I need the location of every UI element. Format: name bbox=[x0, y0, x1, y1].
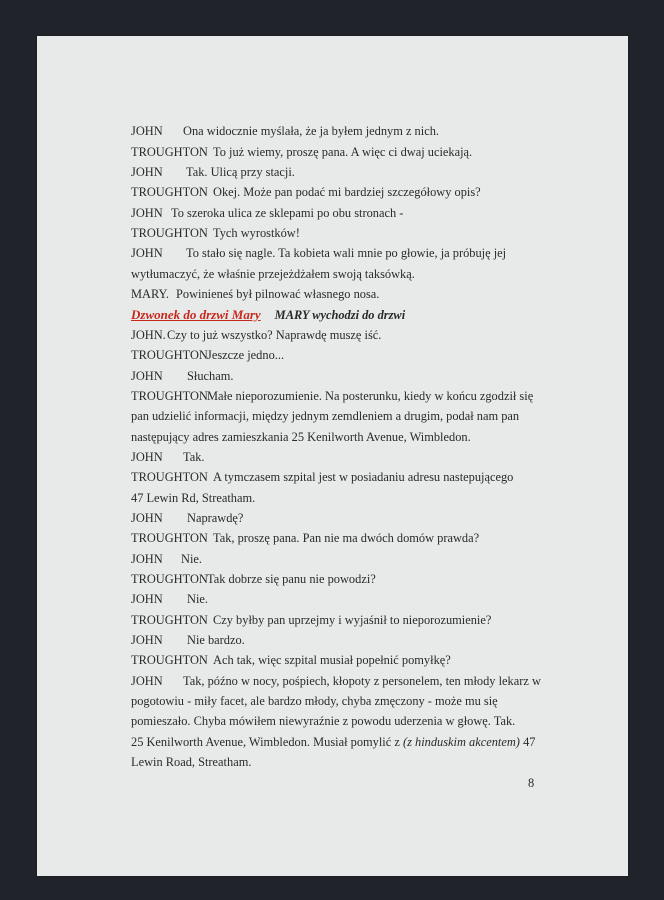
dialogue-line bbox=[131, 431, 471, 443]
italic-stage-note: (z hinduskim akcentem) bbox=[402, 735, 520, 749]
dialogue-text: Lewin Road, Streatham. bbox=[131, 755, 252, 769]
script-page bbox=[37, 36, 628, 876]
dialogue-line bbox=[131, 451, 205, 463]
speaker-name: JOHN bbox=[131, 450, 163, 464]
dialogue-text: Tak, proszę pana. Pan nie ma dwóch domów prawda? bbox=[213, 531, 480, 545]
dialogue-line bbox=[131, 573, 376, 585]
dialogue-text: Nie. bbox=[181, 552, 202, 566]
dialogue-line bbox=[131, 390, 533, 402]
dialogue-text: 47 Lewin Rd, Streatham. bbox=[131, 491, 256, 505]
speaker-name: JOHN bbox=[131, 511, 163, 525]
speaker-name: TROUGHTON bbox=[131, 185, 208, 199]
dialogue-text: Nie bardzo. bbox=[187, 633, 245, 647]
speaker-name: MARY. bbox=[131, 287, 169, 301]
dialogue-text: Tak. Ulicą przy stacji. bbox=[186, 165, 295, 179]
dialogue-text: pan udzielić informacji, między jednym zemdleniem a drugim, podał nam pan bbox=[131, 409, 520, 423]
dialogue-text: następujący adres zamieszkania 25 Kenilworth Avenue, Wimbledon. bbox=[131, 430, 471, 444]
dialogue-line bbox=[131, 512, 243, 524]
dialogue-line bbox=[131, 532, 479, 544]
dialogue-line bbox=[131, 614, 491, 626]
dialogue-text: Czy byłby pan uprzejmy i wyjaśnił to nieporozumienie? bbox=[213, 613, 492, 627]
dialogue-line bbox=[131, 146, 472, 158]
speaker-name: TROUGHTON bbox=[131, 572, 208, 586]
dialogue-text: Tych wyrostków! bbox=[213, 226, 300, 240]
speaker-name: TROUGHTON bbox=[131, 653, 208, 667]
dialogue-text: Słucham. bbox=[187, 369, 234, 383]
dialogue-text-continued: 47 bbox=[523, 735, 536, 749]
speaker-name: JOHN bbox=[131, 124, 163, 138]
dialogue-line bbox=[131, 634, 245, 646]
speaker-name: TROUGHTON bbox=[131, 613, 208, 627]
dialogue-line bbox=[131, 675, 541, 687]
dialogue-line bbox=[131, 288, 379, 300]
speaker-name: JOHN. bbox=[131, 328, 166, 342]
dialogue-line bbox=[131, 186, 481, 198]
dialogue-text: To szeroka ulica ze sklepami po obu stronach - bbox=[171, 206, 404, 220]
dialogue-line bbox=[131, 756, 251, 768]
dialogue-text: Ona widocznie myślała, że ja byłem jednym z nich. bbox=[183, 124, 439, 138]
dialogue-line bbox=[131, 593, 208, 605]
dialogue-text: wytłumaczyć, że właśnie przejeżdżałem swoją taksówką. bbox=[131, 267, 415, 281]
speaker-name: TROUGHTON bbox=[131, 348, 208, 362]
speaker-name: JOHN bbox=[131, 674, 163, 688]
dialogue-text: Ach tak, więc szpital musiał popełnić pomyłkę? bbox=[213, 653, 451, 667]
speaker-name: TROUGHTON bbox=[131, 470, 208, 484]
dialogue-text: A tymczasem szpital jest w posiadaniu adresu nastepującego bbox=[213, 470, 514, 484]
speaker-name: JOHN bbox=[131, 246, 163, 260]
dialogue-text: Okej. Może pan podać mi bardziej szczegółowy opis? bbox=[213, 185, 481, 199]
speaker-name: JOHN bbox=[131, 633, 163, 647]
dialogue-text: Czy to już wszystko? Naprawdę muszę iść. bbox=[167, 328, 382, 342]
stage-direction-doorbell: Dzwonek do drzwi Mary bbox=[131, 307, 261, 322]
dialogue-line bbox=[131, 329, 381, 341]
dialogue-line bbox=[131, 736, 535, 748]
dialogue-text: pomieszało. Chyba mówiłem niewyraźnie z powodu uderzenia w głowę. Tak. bbox=[131, 714, 516, 728]
speaker-name: JOHN bbox=[131, 165, 163, 179]
speaker-name: TROUGHTON bbox=[131, 389, 208, 403]
speaker-name: JOHN bbox=[131, 206, 163, 220]
dialogue-line bbox=[131, 492, 255, 504]
dialogue-line bbox=[131, 125, 439, 137]
dialogue-text: pogotowiu - miły facet, ale bardzo młody, chyba zmęczony - może mu się bbox=[131, 694, 498, 708]
dialogue-line bbox=[131, 654, 451, 666]
dialogue-line bbox=[131, 349, 284, 361]
dialogue-line bbox=[131, 471, 513, 483]
stage-direction-line bbox=[131, 308, 405, 321]
dialogue-line bbox=[131, 553, 202, 565]
dialogue-text: Nie. bbox=[187, 592, 208, 606]
stage-direction: MARY wychodzi do drzwi bbox=[274, 308, 406, 322]
dialogue-text: Małe nieporozumienie. Na posterunku, kiedy w końcu zgodził się bbox=[207, 389, 534, 403]
dialogue-text: 25 Kenilworth Avenue, Wimbledon. Musiał pomylić z bbox=[131, 735, 400, 749]
dialogue-line bbox=[131, 370, 233, 382]
speaker-name: JOHN bbox=[131, 552, 163, 566]
speaker-name: TROUGHTON bbox=[131, 145, 208, 159]
dialogue-text: Tak, późno w nocy, pośpiech, kłopoty z personelem, ten młody lekarz w bbox=[183, 674, 541, 688]
dialogue-text: To już wiemy, proszę pana. A więc ci dwaj uciekają. bbox=[213, 145, 473, 159]
speaker-name: JOHN bbox=[131, 369, 163, 383]
dialogue-text: To stało się nagle. Ta kobieta wali mnie po głowie, ja próbuję jej bbox=[186, 246, 507, 260]
dialogue-line bbox=[131, 695, 498, 707]
dialogue-line bbox=[131, 207, 403, 219]
dialogue-text: Naprawdę? bbox=[187, 511, 244, 525]
speaker-name: TROUGHTON bbox=[131, 226, 208, 240]
dialogue-line bbox=[131, 166, 295, 178]
page-number: 8 bbox=[528, 776, 535, 790]
dialogue-line bbox=[131, 268, 415, 280]
speaker-name: TROUGHTON bbox=[131, 531, 208, 545]
dialogue-text: Tak dobrze się panu nie powodzi? bbox=[207, 572, 376, 586]
speaker-name: JOHN bbox=[131, 592, 163, 606]
dialogue-line bbox=[131, 410, 519, 422]
dialogue-line bbox=[131, 227, 300, 239]
dialogue-line bbox=[131, 247, 506, 259]
dialogue-text: Powinieneś był pilnować własnego nosa. bbox=[176, 287, 380, 301]
dialogue-text: Jeszcze jedno... bbox=[207, 348, 285, 362]
dialogue-line bbox=[131, 715, 515, 727]
dialogue-text: Tak. bbox=[183, 450, 205, 464]
